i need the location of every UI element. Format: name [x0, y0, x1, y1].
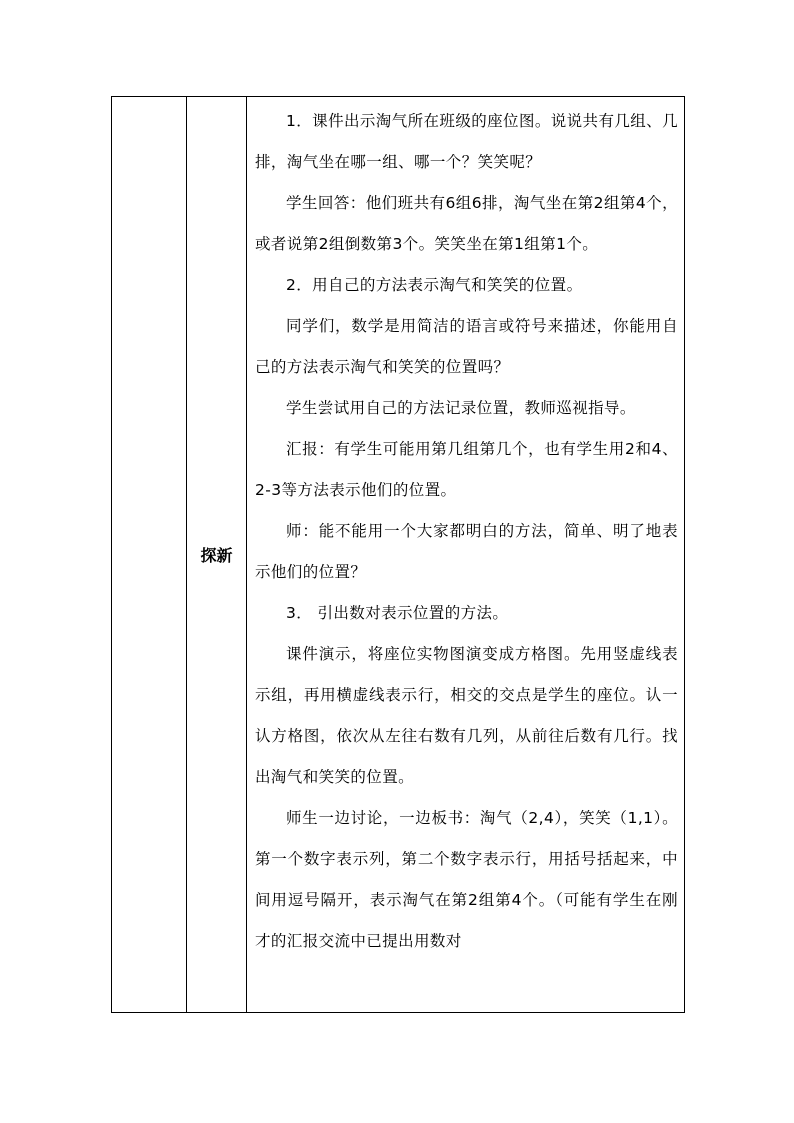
paragraph: 课件演示，将座位实物图演变成方格图。先用竖虚线表示组，再用横虚线表示行，相交的交点是学生的座位。认一认方格图，依次从左往右数有几列，从前往后数有几行。找出淘气和笑笑的位置。 — [255, 645, 678, 786]
empty-cell — [112, 97, 187, 1013]
section-label: 探新 — [187, 97, 247, 1013]
paragraph: 同学们，数学是用简洁的语言或符号来描述，你能用自己的方法表示淘气和笑笑的位置吗？ — [255, 317, 678, 376]
lesson-content — [247, 97, 684, 962]
paragraph: 学生尝试用自己的方法记录位置，教师巡视指导。 — [286, 399, 636, 417]
paragraph: 3． 引出数对表示位置的方法。 — [286, 604, 509, 622]
paragraph: 师：能不能用一个大家都明白的方法，简单、明了地表示他们的位置？ — [255, 522, 678, 581]
paragraph: 学生回答：他们班共有6组6排，淘气坐在第2组第4个，或者说第2组倒数第3个。笑笑坐在第1组第1个。 — [255, 194, 678, 253]
table-row — [112, 97, 685, 1013]
paragraph: 汇报：有学生可能用第几组第几个，也有学生用2和4、2-3等方法表示他们的位置。 — [255, 440, 678, 499]
paragraph: 师生一边讨论，一边板书：淘气（2,4），笑笑（1,1）。第一个数字表示列，第二个数字表示行，用括号括起来，中间用逗号隔开，表示淘气在第2组第4个。（可能有学生在刚才的汇报交流中已提出用数对 — [255, 809, 678, 950]
content-cell — [247, 97, 685, 1013]
lesson-table — [111, 96, 685, 1013]
paragraph: 1．课件出示淘气所在班级的座位图。说说共有几组、几排，淘气坐在哪一组、哪一个？笑笑呢？ — [255, 112, 678, 171]
paragraph: 2．用自己的方法表示淘气和笑笑的位置。 — [286, 276, 583, 294]
